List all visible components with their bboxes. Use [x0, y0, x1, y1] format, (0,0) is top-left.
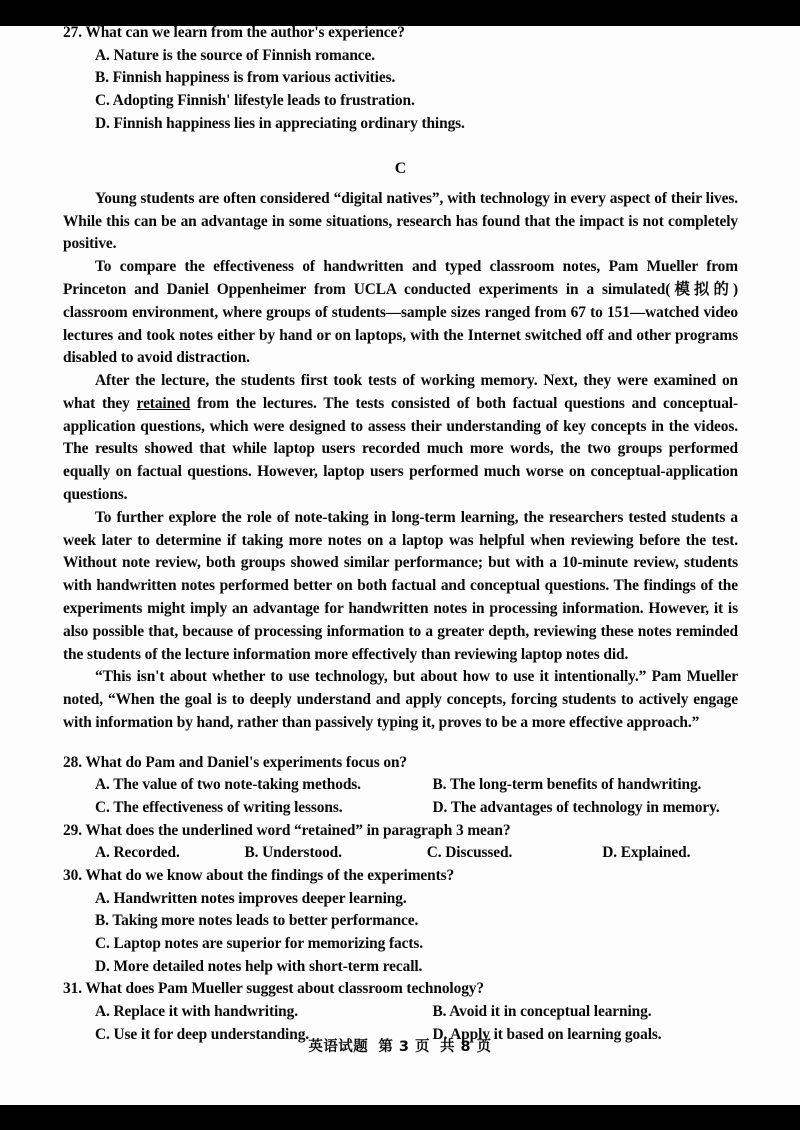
option-a[interactable]: A. Recorded. [95, 844, 180, 862]
question-29 [63, 820, 738, 865]
reading-passage [63, 188, 738, 735]
footer-page-number: 第 3 页 [378, 1039, 430, 1055]
option-b[interactable]: B. Understood. [244, 844, 342, 862]
paragraph-3-text-before: After the lecture, the students first took tests of working memory. Next, they were examined on what they [63, 372, 738, 412]
option-d[interactable]: D. Finnish happiness lies in appreciating ordinary things. [95, 114, 465, 132]
page-footer [0, 1035, 800, 1056]
question-27 [63, 22, 738, 135]
option-b[interactable]: B. Avoid it in conceptual learning. [432, 1002, 652, 1020]
option-d[interactable]: D. Apply it based on learning goals. [432, 1025, 662, 1043]
scan-edge-bottom [0, 1105, 800, 1130]
paragraph-3-text-after: from the lectures. The tests consisted of both factual questions and conceptual-application questions, which were designed to assess their understanding of key concepts in the videos. The results showed that while laptop users recorded much more words, the two groups performed equally on factual questions. However, laptop users performed much worse on conceptual-application questions. [63, 394, 739, 504]
question-28-options [63, 774, 738, 819]
section-letter-c: C [394, 160, 407, 178]
question-28 [63, 752, 738, 820]
option-a[interactable]: A. Nature is the source of Finnish romance. [95, 46, 375, 64]
option-c[interactable]: C. Adopting Finnish' lifestyle leads to frustration. [95, 91, 415, 109]
option-a[interactable]: A. Handwritten notes improves deeper learning. [95, 889, 407, 907]
underlined-word-retained: retained [136, 394, 191, 412]
option-c[interactable]: C. Use it for deep understanding. [95, 1025, 310, 1043]
option-d[interactable]: D. More detailed notes help with short-term recall. [95, 957, 423, 975]
question-28-stem: 28. What do Pam and Daniel's experiments focus on? [63, 753, 408, 771]
option-b[interactable]: B. Taking more notes leads to better performance. [95, 912, 419, 930]
question-30-stem: 30. What do we know about the findings of the experiments? [63, 867, 455, 885]
question-29-stem: 29. What does the underlined word “retained” in paragraph 3 mean? [63, 821, 511, 839]
option-c[interactable]: C. The effectiveness of writing lessons. [95, 799, 343, 817]
question-31-stem: 31. What does Pam Mueller suggest about classroom technology? [63, 980, 484, 998]
option-c[interactable]: C. Discussed. [426, 844, 513, 862]
question-30-options [63, 888, 738, 979]
passage-paragraph-2: To compare the effectiveness of handwritten and typed classroom notes, Pam Mueller from Princeton and Daniel Oppenheimer from UCLA conducted experiments in a simulated(模拟的) classroom environment, where groups of students—sample sizes ranged from 67 to 151—watched video lectures and took notes either by hand or on laptops, with the Internet switched off and other programs disabled to avoid distraction. [63, 258, 738, 367]
question-29-options [63, 842, 738, 865]
option-a[interactable]: A. Replace it with handwriting. [95, 1002, 298, 1020]
option-b[interactable]: B. Finnish happiness is from various activities. [95, 69, 396, 87]
option-a[interactable]: A. The value of two note-taking methods. [95, 776, 361, 794]
passage-paragraph-3 [63, 370, 738, 507]
passage-paragraph-5: “This isn't about whether to use technology, but about how to use it intentionally.” Pam Mueller noted, “When the goal is to deeply understand and apply concepts, forcing students to actively engage with information by hand, rather than passively typing it, proves to be a more effective approach.” [63, 668, 738, 732]
spacer [63, 735, 738, 752]
question-27-options [63, 45, 738, 136]
option-c[interactable]: C. Laptop notes are superior for memorizing facts. [95, 934, 423, 952]
option-b[interactable]: B. The long-term benefits of handwriting. [432, 776, 702, 794]
question-27-stem: 27. What can we learn from the author's experience? [63, 24, 405, 41]
passage-paragraph-1: Young students are often considered “digital natives”, with technology in every aspect of their lives. While this can be an advantage in some situations, research has found that the impact is not completely positive. [63, 189, 738, 253]
option-d[interactable]: D. Explained. [602, 844, 691, 862]
question-30 [63, 865, 738, 978]
footer-total-pages: 共 8 页 [440, 1039, 492, 1055]
page-content [63, 22, 738, 1046]
passage-paragraph-4: To further explore the role of note-taking in long-term learning, the researchers tested students a week later to determine if taking more notes on a laptop was helpful when reviewing before the test. Without note review, both groups showed similar performance; but with a 10-minute review, students with handwritten notes performed better on both factual and conceptual questions. The findings of the experiments might imply an advantage for handwritten notes in processing information. However, it is also possible that, because of processing information to a greater depth, reviewing these notes reminded the students of the lecture information more effectively than reviewing laptop notes did. [63, 508, 738, 663]
option-d[interactable]: D. The advantages of technology in memory. [432, 799, 720, 817]
footer-subject: 英语试题 [308, 1039, 369, 1055]
